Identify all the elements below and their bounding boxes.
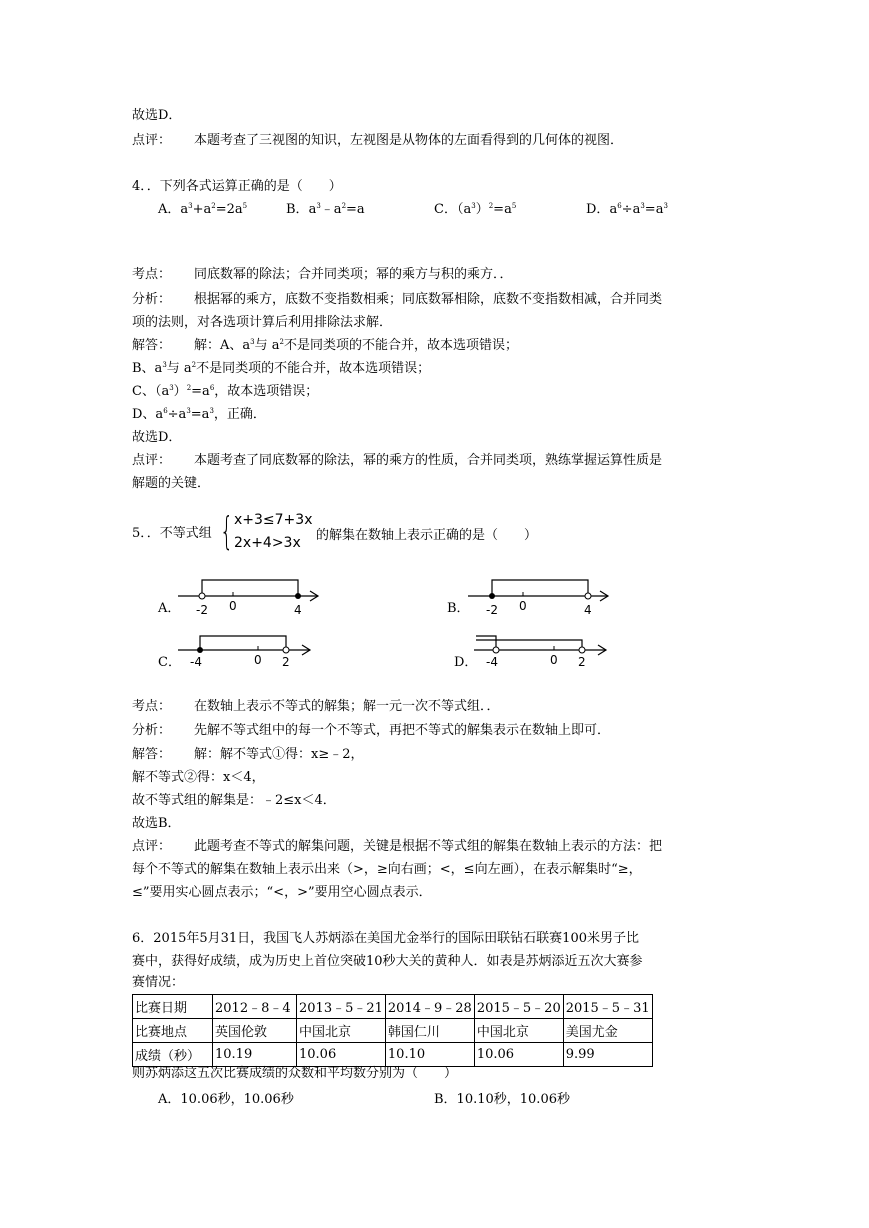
table-row	[133, 995, 653, 1019]
q5-review	[132, 837, 662, 857]
table-cell: 10.06	[297, 1043, 386, 1067]
q4-jieda-b: B、$a^3$与 $a^2$不是同类项的不能合并，故本选项错误；	[132, 361, 431, 376]
number-line-d	[474, 628, 624, 674]
table-cell: 比赛日期	[133, 995, 213, 1019]
q5-label-c: C．	[158, 655, 181, 670]
system-brace: {	[220, 509, 234, 553]
q4-kaodian	[132, 265, 513, 285]
q5-stem-prefix: 5．．不等式组	[132, 526, 212, 541]
q6-question: 则苏炳添这五次比赛成绩的众数和平均数分别为（ ）	[132, 1066, 458, 1081]
tick-label: 0	[254, 653, 262, 667]
table-cell: 10.19	[213, 1043, 297, 1067]
table-cell: 9.99	[563, 1043, 652, 1067]
fenxi-label: 分析：	[132, 723, 172, 738]
tick-label: 4	[294, 603, 302, 617]
table-cell: 英国伦敦	[213, 1019, 297, 1043]
jieda-a-text: 不是同类项的不能合并，故本选项错误；	[283, 338, 518, 353]
table-cell: 成绩（秒）	[133, 1043, 213, 1067]
q5-jieda	[132, 745, 364, 765]
jieda-text: 解：解不等式①得：x≥﹣2，	[194, 747, 364, 762]
q4-option-b: B．$a^3﹣a^2=a$	[286, 202, 365, 217]
tick-label: 2	[282, 655, 290, 669]
q5-fenxi	[132, 721, 610, 741]
tick-label: 4	[584, 603, 592, 617]
tick-label: 2	[578, 655, 586, 669]
jieda-b-text: 不是同类项的不能合并，故本选项错误；	[196, 361, 431, 376]
option-label: B．	[286, 202, 309, 217]
table-cell: 美国尤金	[563, 1019, 652, 1043]
q3-choose: 故选D．	[132, 108, 182, 123]
q6-stem-3: 赛情况：	[132, 975, 185, 990]
option-label: A．	[158, 202, 181, 217]
number-line-a	[178, 570, 328, 620]
jieda-label: 解答：	[132, 338, 172, 353]
fenxi-text: 先解不等式组中的每一个不等式，再把不等式的解集表示在数轴上即可．	[194, 723, 611, 738]
q6-stem-2: 赛中，获得好成绩，成为历史上首位突破10秒大关的黄种人．如表是苏炳添近五次大赛参	[132, 954, 643, 969]
review-text: 此题考查不等式的解集问题，关键是根据不等式组的解集在数轴上表示的方法：把	[194, 839, 663, 854]
kaodian-text: 同底数幂的除法；合并同类项；幂的乘方与积的乘方．．	[194, 267, 513, 282]
results-table	[132, 994, 653, 1067]
table-cell: 中国北京	[297, 1019, 386, 1043]
q6-stem-1: 6．2015年5月31日，我国飞人苏炳添在美国尤金举行的国际田联钻石联赛100米男子比	[132, 931, 639, 946]
number-line-c	[178, 628, 328, 674]
option-label: D．	[586, 202, 610, 217]
q6-option-a: A．10.06秒，10.06秒	[158, 1092, 294, 1107]
q5-label-a: A．	[158, 601, 181, 616]
table-cell: 2014﹣9﹣28	[385, 995, 474, 1019]
q5-choose: 故选B．	[132, 816, 181, 831]
q5-inequality-2: 2x+4>3x	[234, 535, 301, 551]
q4-stem: 4．．下列各式运算正确的是（ ）	[132, 179, 342, 194]
q5-review-2: 每个不等式的解集在数轴上表示出来（>，≥向右画；<，≤向左画），在表示解集时“≥，	[132, 862, 642, 877]
tick-label: 0	[550, 653, 558, 667]
q5-kaodian	[132, 697, 500, 717]
q4-choose: 故选D．	[132, 430, 182, 445]
q4-option-d: D．$a^6\div a^3=a^3$	[586, 202, 668, 217]
kaodian-text: 在数轴上表示不等式的解集；解一元一次不等式组．．	[194, 699, 500, 714]
q4-fenxi	[132, 290, 662, 310]
tick-label: -2	[196, 603, 208, 617]
review-label: 点评：	[132, 453, 172, 468]
table-row	[133, 1019, 653, 1043]
table-cell: 中国北京	[474, 1019, 563, 1043]
table-cell: 韩国仁川	[385, 1019, 474, 1043]
option-label: C．	[434, 202, 457, 217]
table-cell: 10.10	[385, 1043, 474, 1067]
table-cell: 10.06	[474, 1043, 563, 1067]
q4-option-a: A．$a^3+a^2=2a^5$	[158, 202, 248, 217]
number-line-b	[468, 570, 618, 620]
q5-label-b: B．	[447, 601, 470, 616]
review-label: 点评：	[132, 133, 172, 148]
q4-jieda-d: D、$a^6\div a^3=a^3$，正确．	[132, 407, 266, 422]
table-cell: 比赛地点	[133, 1019, 213, 1043]
review-text: 本题考查了三视图的知识，左视图是从物体的左面看得到的几何体的视图．	[194, 133, 624, 148]
kaodian-label: 考点：	[132, 699, 172, 714]
q4-review	[132, 451, 662, 471]
q6-option-b: B．10.10秒，10.06秒	[434, 1092, 570, 1107]
tick-label: -4	[190, 655, 202, 669]
q5-stem-suffix: 的解集在数轴上表示正确的是（ ）	[316, 528, 538, 543]
q4-fenxi-2: 项的法则，对各选项计算后利用排除法求解．	[132, 315, 393, 330]
table-cell: 2015﹣5﹣31	[563, 995, 652, 1019]
q3-review	[132, 131, 623, 151]
q4-review-2: 解题的关键．	[132, 476, 211, 491]
q5-inequality-1: x+3≤7+3x	[234, 512, 313, 528]
review-text: 本题考查了同底数幂的除法，幂的乘方的性质，合并同类项，熟练掌握运算性质是	[194, 453, 663, 468]
q5-jieda-3: 故不等式组的解集是：﹣2≤x＜4．	[132, 793, 336, 808]
q5-review-3: ≤”要用实心圆点表示；“<，>”要用空心圆点表示．	[132, 885, 432, 900]
table-cell: 2015﹣5﹣20	[474, 995, 563, 1019]
jieda-d-text: ，正确．	[213, 407, 266, 422]
q4-jieda-c: C、$(a^3)^2=a^6$，故本选项错误；	[132, 384, 319, 399]
q5-label-d: D．	[454, 655, 478, 670]
review-label: 点评：	[132, 839, 172, 854]
jieda-label: 解答：	[132, 747, 172, 762]
q5-jieda-2: 解不等式②得：x＜4，	[132, 770, 265, 785]
jieda-c-text: ，故本选项错误；	[214, 384, 319, 399]
fenxi-text: 根据幂的乘方，底数不变指数相乘；同底数幂相除，底数不变指数相减，合并同类	[194, 292, 663, 307]
table-row	[133, 1043, 653, 1067]
tick-label: -2	[486, 603, 498, 617]
table-cell: 2013﹣5﹣21	[297, 995, 386, 1019]
tick-label: 0	[519, 599, 527, 613]
q4-option-c: C．$(a^3)^2=a^5$	[434, 202, 517, 217]
kaodian-label: 考点：	[132, 267, 172, 282]
tick-label: 0	[229, 599, 237, 613]
table-cell: 2012﹣8﹣4	[213, 995, 297, 1019]
q4-jieda: 解答： 解：A、$a^3$与 $a^2$不是同类项的不能合并，故本选项错误；	[132, 336, 518, 356]
fenxi-label: 分析：	[132, 292, 172, 307]
jieda-intro: 解：A、a	[194, 338, 251, 353]
tick-label: -4	[486, 655, 498, 669]
